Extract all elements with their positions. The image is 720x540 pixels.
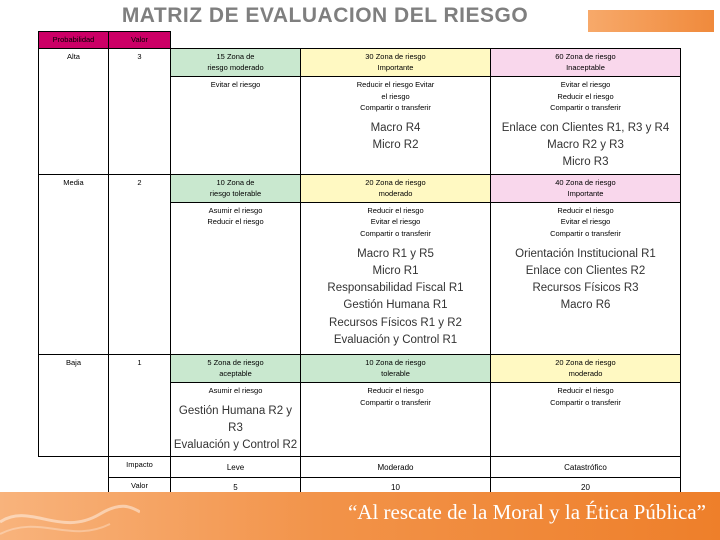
risk-action-text: el riesgo: [381, 91, 410, 101]
risk-action-text: Reducir el riesgo: [367, 386, 424, 395]
risk-action-text: Compartir o transferir: [550, 229, 621, 238]
risk-action-text: Compartir o transferir: [360, 103, 431, 113]
zone-detail-cell: [301, 383, 491, 457]
risk-unit-text: Evaluación y Control R1: [333, 333, 458, 346]
zone-label-text: 5 Zona de riesgo: [207, 357, 264, 367]
risk-action-text: Reducir el riesgo: [207, 217, 264, 227]
risk-unit-text: Recursos Físicos R1 y R2: [329, 316, 462, 329]
zone-detail-cell: [301, 202, 491, 354]
risk-action-text: Compartir o transferir: [550, 103, 621, 113]
risk-action-text: Evitar el riesgo: [370, 217, 421, 227]
zone-label-text: 30 Zona de riesgo: [365, 51, 426, 61]
matrix-row-label: [39, 354, 681, 382]
valor-cell: 3: [109, 48, 171, 174]
footer-banner: [0, 492, 720, 540]
valor-value: 10: [301, 477, 491, 496]
impacto-value: Leve: [171, 457, 301, 477]
zone-label-text: Importante: [377, 63, 414, 73]
risk-unit-text: Macro R6: [560, 299, 611, 312]
zone-label-text: 10 Zona de: [216, 177, 255, 187]
impacto-blank: [39, 457, 109, 477]
risk-unit-text: Macro R2 y R3: [547, 139, 624, 151]
header-valor: Valor: [109, 32, 171, 49]
zone-label-cell: [171, 354, 301, 382]
risk-unit-text: Micro R3: [562, 156, 609, 169]
zone-label-text: Inaceptable: [566, 63, 605, 73]
zone-label-text: Importante: [567, 189, 604, 199]
zone-detail-cell: [491, 383, 681, 457]
risk-matrix-table: [38, 31, 681, 497]
zone-detail-cell: [491, 202, 681, 354]
risk-action-text: Evitar el riesgo: [210, 79, 261, 89]
probabilidad-cell: Alta: [39, 48, 109, 174]
impacto-value: Moderado: [301, 457, 491, 477]
zone-detail-cell: [491, 76, 681, 174]
risk-unit-text: Orientación Institucional R1: [515, 247, 656, 260]
probabilidad-cell: Media: [39, 174, 109, 354]
risk-unit-text: Responsabilidad Fiscal R1: [327, 282, 464, 295]
matrix-row-label: [39, 174, 681, 202]
risk-unit-text: Gestión Humana R2 y: [178, 404, 293, 417]
risk-unit-text: Micro R1: [372, 264, 419, 277]
page-title: MATRIZ DE EVALUACION DEL RIESGO: [121, 4, 529, 27]
risk-unit-text: Macro R4: [370, 121, 421, 134]
zone-label-text: riesgo tolerable: [209, 189, 262, 199]
zone-label-text: aceptable: [219, 369, 252, 379]
risk-unit-text: Micro R2: [372, 139, 419, 151]
header-row: [39, 32, 681, 49]
risk-action-text: Evitar el riesgo: [560, 217, 611, 227]
zone-label-text: 60 Zona de riesgo: [555, 51, 616, 61]
risk-unit-text: Macro R1 y R5: [357, 247, 434, 260]
risk-action-text: Compartir o transferir: [550, 397, 621, 407]
zone-label-cell: [171, 174, 301, 202]
risk-unit-text: Enlace con Clientes R1, R3 y R4: [501, 121, 670, 134]
risk-action-text: Reducir el riesgo Evitar: [356, 79, 435, 89]
valor-cell: 2: [109, 174, 171, 354]
zone-label-cell: [491, 354, 681, 382]
zone-label-text: moderado: [568, 369, 603, 379]
zone-label-cell: [301, 354, 491, 382]
header-probabilidad: Probabilidad: [39, 32, 109, 49]
zone-label-text: tolerable: [381, 369, 410, 379]
matrix-row-label: [39, 48, 681, 76]
zone-label-text: 40 Zona de riesgo: [555, 177, 616, 187]
risk-action-text: Asumir el riesgo: [208, 205, 263, 215]
zone-label-text: 10 Zona de riesgo: [365, 357, 426, 367]
risk-action-text: Compartir o transferir: [360, 229, 431, 238]
zone-label-cell: [301, 174, 491, 202]
risk-unit-text: Gestión Humana R1: [343, 299, 448, 312]
risk-unit-text: Evaluación y Control R2: [173, 439, 298, 452]
valor-value: 5: [171, 477, 301, 496]
risk-unit-text: Enlace con Clientes R2: [525, 264, 646, 277]
zone-label-text: moderado: [378, 189, 413, 199]
zone-label-cell: [171, 48, 301, 76]
zone-detail-cell: [171, 202, 301, 354]
impacto-value: Catastrófico: [491, 457, 681, 477]
risk-action-text: Reducir el riesgo: [557, 386, 614, 395]
zone-label-cell: [491, 48, 681, 76]
logo-bar: [588, 10, 714, 32]
risk-action-text: Evitar el riesgo: [560, 79, 611, 89]
zone-detail-cell: [171, 383, 301, 457]
risk-action-text: Reducir el riesgo: [557, 91, 614, 101]
zone-detail-cell: [301, 76, 491, 174]
zone-label-text: 20 Zona de riesgo: [555, 357, 616, 367]
zone-detail-cell: [171, 76, 301, 174]
risk-action-text: Asumir el riesgo: [208, 386, 263, 395]
zone-label-text: 20 Zona de riesgo: [365, 177, 426, 187]
zone-label-text: riesgo moderado: [207, 63, 264, 73]
valor-label: Valor: [109, 477, 171, 496]
probabilidad-cell: Baja: [39, 354, 109, 457]
impacto-label: Impacto: [109, 457, 171, 477]
zone-label-cell: [301, 48, 491, 76]
risk-unit-text: R3: [228, 421, 243, 434]
impacto-row: [39, 457, 681, 477]
header-blank: [171, 32, 681, 49]
footer-slogan: “Al rescate de la Moral y la Ética Pública”: [347, 500, 706, 524]
swirl-decoration-icon: [0, 492, 140, 540]
risk-unit-text: Recursos Físicos R3: [532, 282, 639, 295]
zone-label-text: 15 Zona de: [216, 51, 255, 61]
valor-cell: 1: [109, 354, 171, 457]
risk-action-text: Reducir el riesgo: [557, 205, 614, 215]
zone-label-cell: [491, 174, 681, 202]
risk-action-text: Compartir o transferir: [360, 397, 431, 407]
valor-value: 20: [491, 477, 681, 496]
risk-action-text: Reducir el riesgo: [367, 205, 424, 215]
